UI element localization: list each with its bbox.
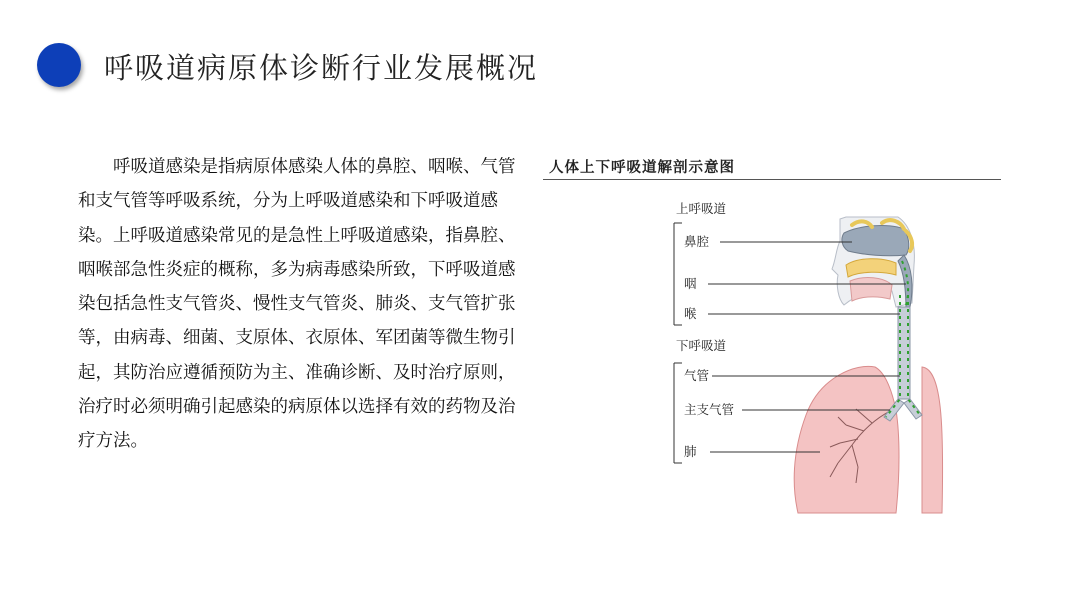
label-pharynx: 咽 <box>684 276 697 291</box>
label-trachea: 气管 <box>684 368 710 383</box>
left-lung-shape <box>794 366 899 513</box>
upper-bracket <box>674 223 682 325</box>
respiratory-tract-diagram <box>660 195 960 525</box>
tongue-shape <box>850 278 892 301</box>
label-larynx: 喉 <box>684 306 697 321</box>
nasal-cavity-shape <box>842 226 909 256</box>
lower-tract-heading: 下呼吸道 <box>676 338 727 353</box>
lower-bracket <box>674 363 682 463</box>
figure-caption: 人体上下呼吸道解剖示意图 <box>549 159 735 176</box>
page-title: 呼吸道病原体诊断行业发展概况 <box>104 51 539 85</box>
label-main-bronchus: 主支气管 <box>684 402 735 417</box>
title-bullet-dot <box>37 43 81 87</box>
label-lung: 肺 <box>684 444 697 459</box>
upper-tract-heading: 上呼吸道 <box>676 201 727 216</box>
label-nasal-cavity: 鼻腔 <box>684 234 710 249</box>
right-lung-shape <box>922 367 943 513</box>
caption-divider <box>543 179 1001 180</box>
body-paragraph: 呼吸道感染是指病原体感染人体的鼻腔、咽喉、气管和支气管等呼吸系统，分为上呼吸道感染和下呼吸道感染。上呼吸道感染常见的是急性上呼吸道感染，指鼻腔、咽喉部急性炎症的概称，多为病毒感染所致，下呼吸道感染包括急性支气管炎、慢性支气管炎、肺炎、支气管扩张等，由病毒、细菌、支原体、衣原体、军团菌等微生物引起，其防治应遵循预防为主、准确诊断、及时治疗原则，治疗时必须明确引起感染的病原体以选择有效的药物及治疗方法。 <box>78 157 516 452</box>
